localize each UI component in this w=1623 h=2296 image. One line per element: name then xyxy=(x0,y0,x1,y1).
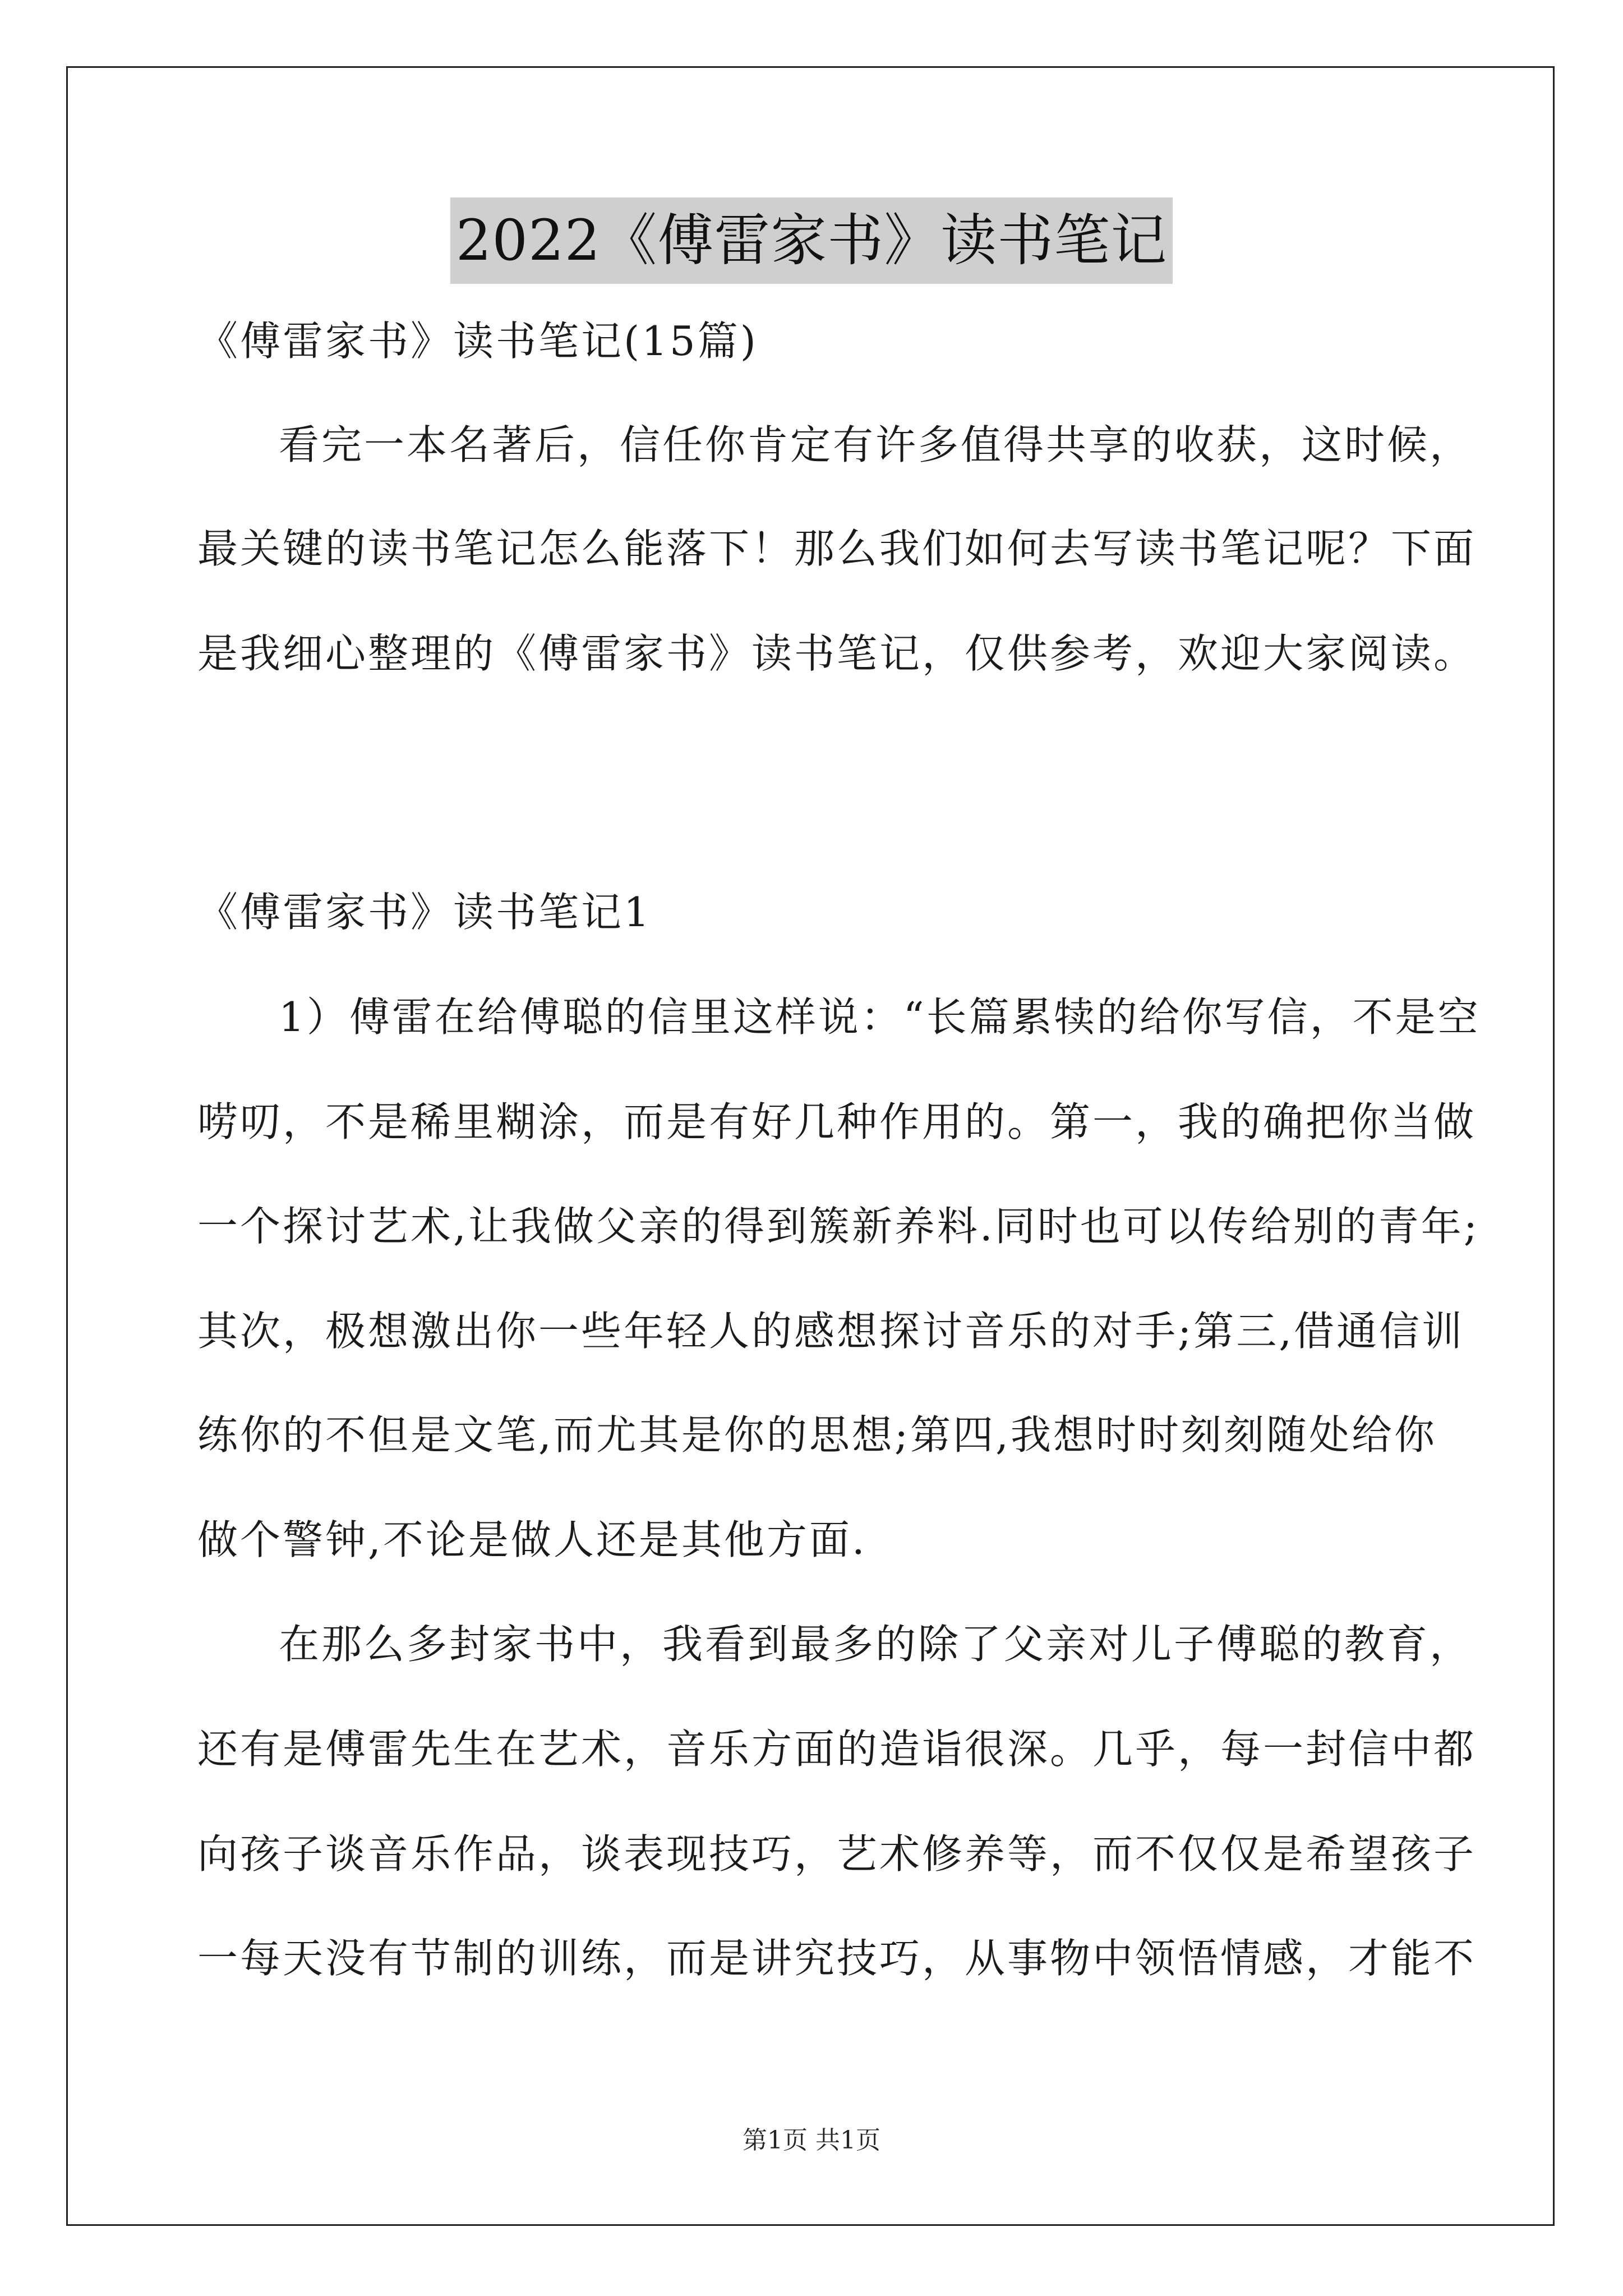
paragraph-line: 做个警钟,不论是做人还是其他方面. xyxy=(197,1516,867,1563)
paragraph-line: 向孩子谈音乐作品，谈表现技巧，艺术修养等，而不仅仅是希望孩子 xyxy=(197,1830,1477,1878)
paragraph-line: 在那么多封家书中，我看到最多的除了父亲对儿子傅聪的教育， xyxy=(279,1621,1473,1668)
paragraph-line: 1）傅雷在给傅聪的信里这样说：“长篇累犊的给你写信，不是空 xyxy=(279,993,1481,1041)
paragraph-line: 还有是傅雷先生在艺术，音乐方面的造诣很深。几乎，每一封信中都 xyxy=(197,1726,1477,1773)
paragraph-line: 其次，极想激出你一些年轻人的感想探讨音乐的对手;第三,借通信训 xyxy=(197,1308,1465,1355)
intro-line: 看完一本名著后，信任你肯定有许多值得共享的收获，这时候， xyxy=(279,421,1473,468)
subtitle: 《傅雷家书》读书笔记(15篇) xyxy=(197,318,758,365)
intro-line: 最关键的读书笔记怎么能落下！那么我们如何去写读书笔记呢？下面 xyxy=(197,525,1477,572)
page-footer: 第1页 共1页 xyxy=(743,2126,880,2155)
paragraph-line: 一每天没有节制的训练，而是讲究技巧，从事物中领悟情感，才能不 xyxy=(197,1935,1477,1982)
intro-line: 是我细心整理的《傅雷家书》读书笔记，仅供参考，欢迎大家阅读。 xyxy=(197,630,1477,677)
paragraph-line: 一个探讨艺术,让我做父亲的得到簇新养料.同时也可以传给别的青年; xyxy=(197,1203,1480,1250)
document-title: 2022《傅雷家书》读书笔记 xyxy=(450,197,1173,284)
title-container xyxy=(0,197,1623,284)
section-heading: 《傅雷家书》读书笔记1 xyxy=(197,889,652,936)
paragraph-line: 练你的不但是文笔,而尤其是你的思想;第四,我想时时刻刻随处给你 xyxy=(197,1411,1437,1458)
paragraph-line: 唠叨，不是稀里糊涂，而是有好几种作用的。第一，我的确把你当做 xyxy=(197,1098,1477,1145)
